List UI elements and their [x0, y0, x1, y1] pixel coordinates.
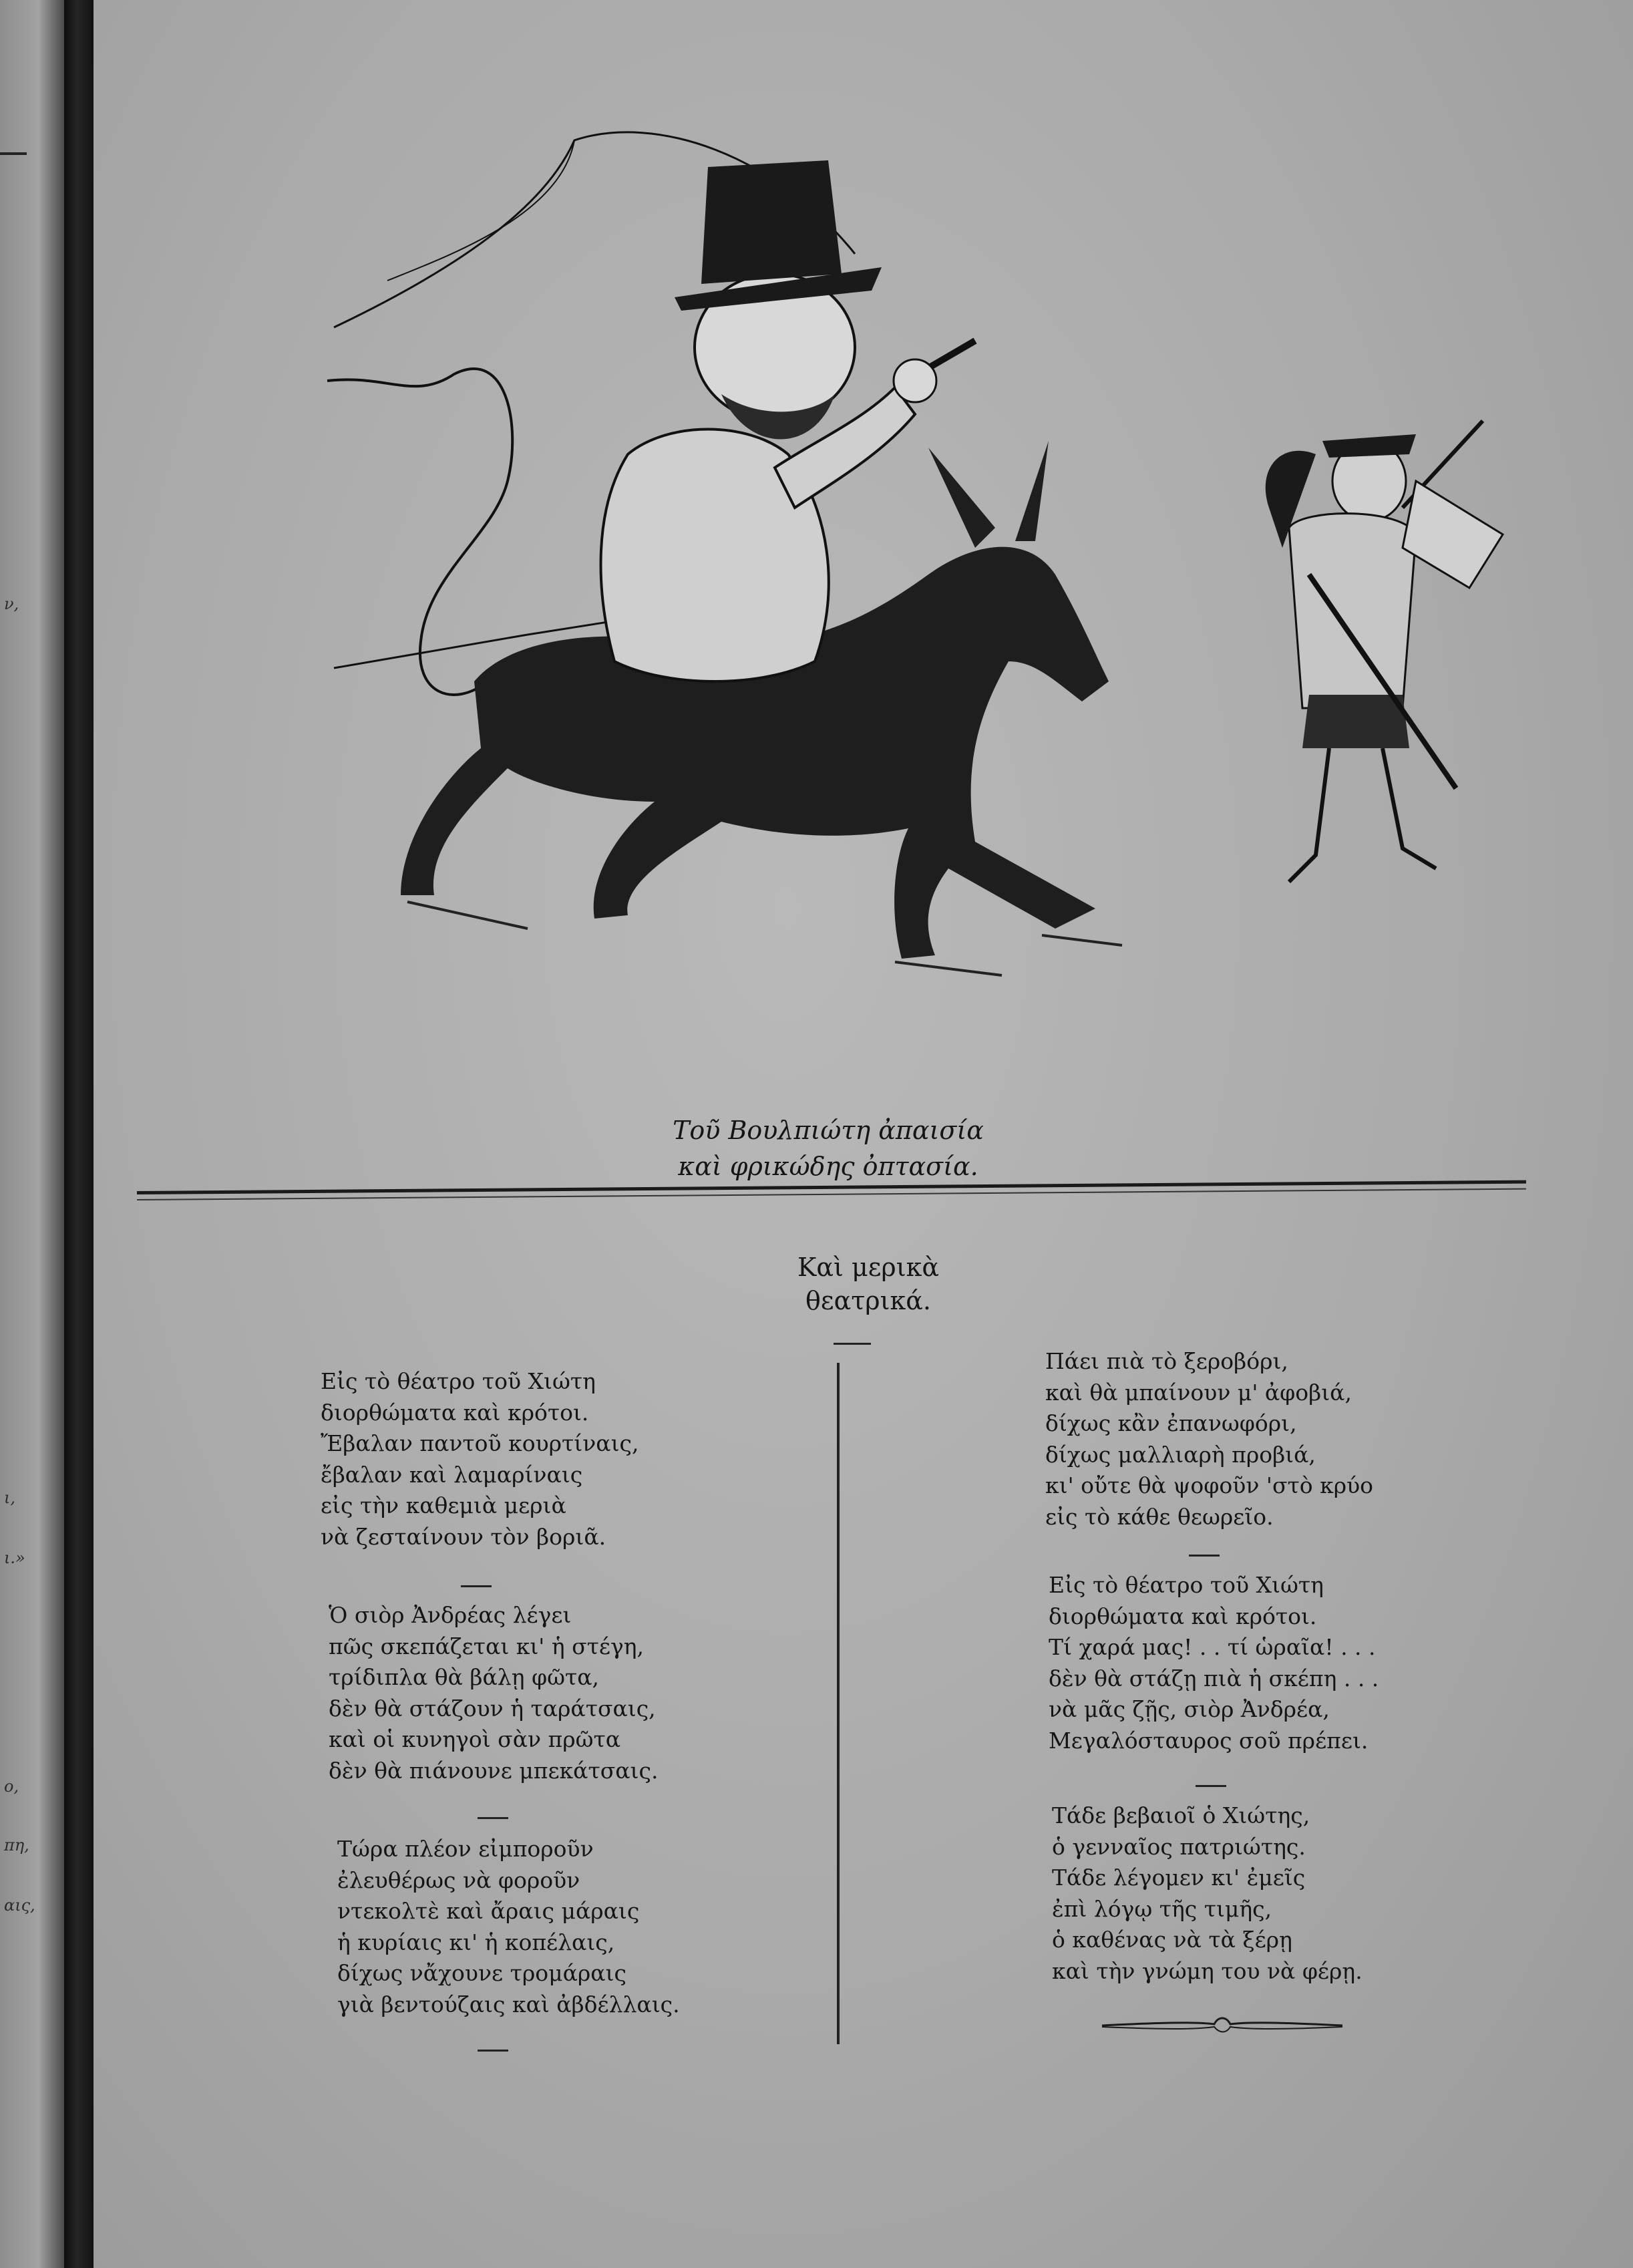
caption-line: καὶ φρικώδης ὀπτασία.	[678, 1152, 978, 1181]
poem-stanza-left-2	[329, 1600, 930, 1787]
poem-line: νὰ ζεσταίνουν τὸν βοριᾶ.	[321, 1523, 606, 1550]
stanza-dash	[478, 1817, 508, 1819]
stanza-dash	[461, 1585, 492, 1587]
poem-line: ἔβαλαν καὶ λαμαρίναις	[321, 1461, 583, 1488]
poem-line: διορθώματα καὶ κρότοι.	[321, 1399, 589, 1426]
poem-line: ἐπὶ λόγῳ τῆς τιμῆς,	[1052, 1895, 1272, 1922]
title-dash	[834, 1343, 871, 1345]
book-binding-gutter	[64, 0, 94, 2268]
facing-page-edge	[0, 0, 64, 2268]
caricature-illustration	[307, 107, 1509, 1015]
poem-line: δίχως κἂν ἐπανωφόρι,	[1045, 1410, 1297, 1437]
poem-line: ὁ γενναῖος πατριώτης.	[1052, 1833, 1306, 1860]
poem-line: δὲν θὰ στάζουν ἡ ταράτσαις,	[329, 1695, 656, 1722]
poem-line: Μεγαλόσταυρος σοῦ πρέπει.	[1049, 1727, 1369, 1754]
poem-line: εἰς τὸ κάθε θεωρεῖο.	[1045, 1503, 1274, 1530]
poem-stanza-left-1	[321, 1366, 922, 1553]
newspaper-page	[94, 0, 1633, 2268]
stanza-dash	[1189, 1555, 1220, 1557]
facing-page-fragment: ο,	[4, 1777, 19, 1796]
poem-line: Τί χαρά μας! . . τί ὡραῖα! . . .	[1049, 1634, 1376, 1661]
poem-line: δὲν θὰ πιάνουνε μπεκάτσαις.	[329, 1757, 659, 1784]
poem-line: καὶ τὴν γνώμη του νὰ φέρῃ.	[1052, 1957, 1363, 1984]
poem-line: νὰ μᾶς ζῇς, σιὸρ Ἀνδρέα,	[1049, 1696, 1330, 1723]
poem-title-line: θεατρικά.	[805, 1286, 931, 1315]
poem-stanza-right-1	[1045, 1346, 1633, 1533]
poem-line: κι' οὔτε θὰ ψοφοῦν 'στὸ κρύο	[1045, 1472, 1374, 1499]
poem-line: Ἔβαλαν παντοῦ κουρτίναις,	[321, 1430, 639, 1457]
poem-line: Τάδε λέγομεν κι' ἐμεῖς	[1052, 1865, 1306, 1891]
poem-line: Ὁ σιὸρ Ἀνδρέας λέγει	[329, 1602, 572, 1628]
poem-line: Τώρα πλέον εἰμποροῦν	[337, 1836, 594, 1862]
poem-stanza-right-3	[1052, 1800, 1633, 1987]
poem-line: καὶ θὰ μπαίνουν μ' ἀφοβιά,	[1045, 1379, 1352, 1406]
facing-page-fragment: ι,	[4, 1488, 16, 1507]
poem-line: Εἰς τὸ θέατρο τοῦ Χιώτη	[321, 1368, 596, 1394]
poem-line: διορθώματα καὶ κρότοι.	[1049, 1603, 1317, 1629]
stanza-dash	[478, 2050, 508, 2052]
poem-stanza-left-3	[337, 1834, 938, 2021]
tail-ornament	[1095, 2011, 1349, 2038]
caption-line: Τοῦ Βουλπιώτη ἀπαισία	[673, 1116, 984, 1145]
poem-line: εἰς τὴν καθεμιὰ μεριὰ	[321, 1492, 566, 1519]
poem-line: δὲν θὰ στάζῃ πιὰ ἡ σκέπη . . .	[1049, 1665, 1379, 1691]
poem-line: καὶ οἱ κυνηγοὶ σὰν πρῶτα	[329, 1726, 621, 1753]
facing-page-fragment: ν,	[4, 595, 19, 613]
poem-title	[668, 1251, 1069, 1317]
facing-page-fragment: ι.»	[4, 1549, 25, 1567]
facing-page-fragment: πη,	[4, 1836, 29, 1854]
poem-line: ντεκολτὲ καὶ ἄραις μάραις	[337, 1898, 640, 1925]
stanza-dash	[1196, 1785, 1226, 1787]
poem-line: Πάει πιὰ τὸ ξεροβόρι,	[1045, 1348, 1288, 1374]
poem-line: δίχως μαλλιαρὴ προβιά,	[1045, 1441, 1316, 1468]
poem-line: ἐλευθέρως νὰ φοροῦν	[337, 1867, 580, 1893]
facing-page-fragment: αις,	[4, 1896, 35, 1915]
poem-line: ἡ κυρίαις κι' ἡ κοπέλαις,	[337, 1929, 615, 1955]
poem-stanza-right-2	[1049, 1570, 1633, 1757]
facing-page-rule	[0, 152, 27, 155]
poem-line: δίχως νἄχουνε τρομάραις	[337, 1960, 626, 1987]
poem-line: τρίδιπλα θὰ βάλῃ φῶτα,	[329, 1664, 600, 1691]
poem-line: Εἰς τὸ θέατρο τοῦ Χιώτη	[1049, 1572, 1324, 1598]
poem-line: πῶς σκεπάζεται κι' ἡ στέγη,	[329, 1633, 644, 1659]
poem-line: γιὰ βεντούζαις καὶ ἀβδέλλαις.	[337, 1991, 680, 2017]
poem-line: Τάδε βεβαιοῖ ὁ Χιώτης,	[1052, 1802, 1310, 1828]
poem-line: ὁ καθένας νὰ τὰ ξέρῃ	[1052, 1927, 1292, 1953]
poem-title-line: Καὶ μερικὰ	[797, 1253, 940, 1282]
illustration-caption	[494, 1112, 1162, 1184]
